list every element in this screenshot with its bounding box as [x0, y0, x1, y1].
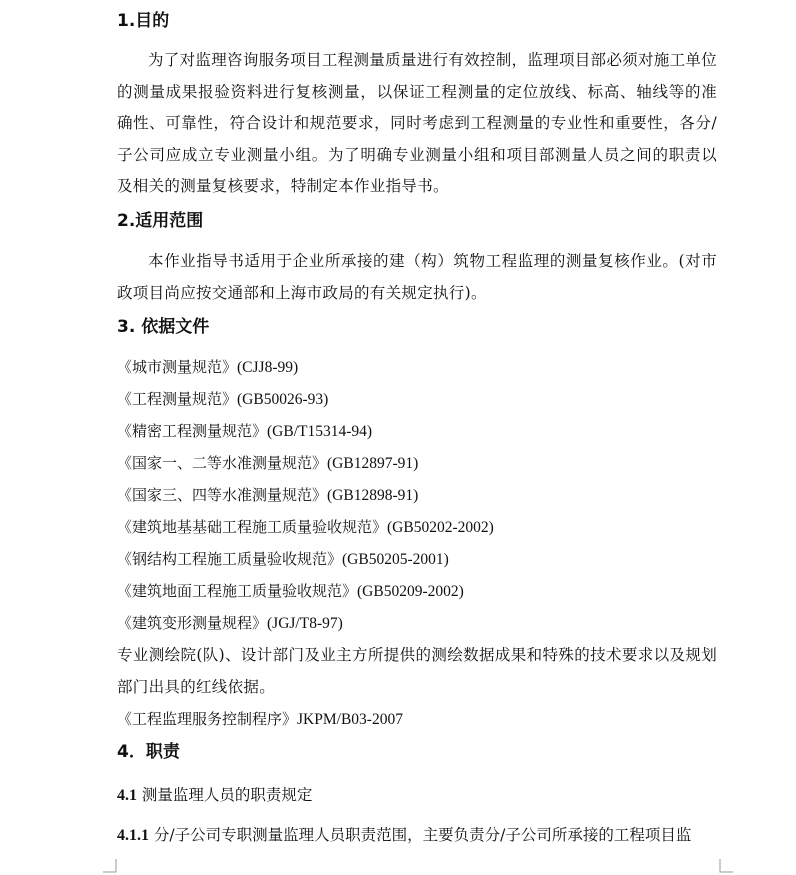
reference-title: 《建筑地面工程施工质量验收规范》 — [117, 582, 358, 600]
section-4-heading: 4．职责 — [117, 742, 180, 762]
reference-title: 《钢结构工程施工质量验收规范》 — [117, 550, 343, 568]
page-corner-mark-right — [719, 859, 733, 873]
reference-title: 《精密工程测量规范》 — [117, 422, 268, 440]
section-2-heading: 2.适用范围 — [117, 211, 204, 231]
reference-title: 《国家一、二等水准测量规范》 — [117, 454, 328, 472]
reference-item — [117, 421, 372, 442]
subsection-text: 分/子公司专职测量监理人员职责范围，主要负责分/子公司所承接的工程项目监 — [149, 826, 692, 844]
reference-title: 《城市测量规范》 — [117, 358, 238, 376]
section-3-extra-paragraph: 专业测绘院(队)、设计部门及业主方所提供的测绘数据成果和特殊的技术要求以及规划部门出具的红线依据。 — [117, 646, 717, 696]
reference-item — [117, 453, 418, 474]
reference-code: (GB12897-91) — [327, 455, 419, 472]
reference-item — [117, 357, 298, 378]
reference-title: 《工程测量规范》 — [117, 390, 238, 408]
reference-item — [117, 581, 464, 602]
reference-code: (GB/T15314-94) — [267, 423, 373, 440]
section-1-paragraph: 为了对监理咨询服务项目工程测量质量进行有效控制，监理项目部必须对施工单位的测量成果报验资料进行复核测量，以保证工程测量的定位放线、标高、轴线等的准确性、可靠性，符合设计和规范要求，同时考虑到工程测量的专业性和重要性，各分/子公司应成立专业测量小组。为了明确专业测量小组和项目部测量人员之间的职责以及相关的测量复核要求，特制定本作业指导书。 — [117, 51, 717, 196]
reference-code: (GB50026-93) — [237, 391, 329, 408]
subsection-title: 测量监理人员的职责规定 — [137, 786, 313, 804]
reference-title: 《建筑变形测量规程》 — [117, 614, 268, 632]
reference-code: (GB50209-2002) — [357, 583, 464, 600]
reference-title: 《建筑地基基础工程施工质量验收规范》 — [117, 518, 388, 536]
reference-title: 《工程监理服务控制程序》 — [117, 710, 298, 728]
section-1-heading: 1.目的 — [117, 11, 170, 31]
subsection-number: 4.1.1 — [117, 827, 149, 844]
reference-item — [117, 549, 449, 570]
reference-item — [117, 485, 418, 506]
section-3-heading: 3. 依据文件 — [117, 317, 210, 337]
reference-item — [117, 389, 328, 410]
reference-item — [117, 613, 343, 634]
subsection-number: 4.1 — [117, 787, 137, 804]
section-2-paragraph: 本作业指导书适用于企业所承接的建（构）筑物工程监理的测量复核作业。(对市政项目尚应按交通部和上海市政局的有关规定执行)。 — [117, 252, 717, 302]
reference-code: (JGJ/T8-97) — [267, 615, 343, 632]
reference-title: 《国家三、四等水准测量规范》 — [117, 486, 328, 504]
reference-code: (GB12898-91) — [327, 487, 419, 504]
reference-code: (GB50202-2002) — [387, 519, 494, 536]
page-corner-mark-left — [103, 859, 117, 873]
reference-item — [117, 517, 494, 538]
subsection-4-1 — [117, 784, 312, 807]
reference-code: (CJJ8-99) — [237, 359, 299, 376]
reference-code: JKPM/B03-2007 — [297, 711, 403, 728]
reference-code: (GB50205-2001) — [342, 551, 449, 568]
program-reference — [117, 709, 403, 730]
subsection-4-1-1 — [117, 824, 691, 847]
